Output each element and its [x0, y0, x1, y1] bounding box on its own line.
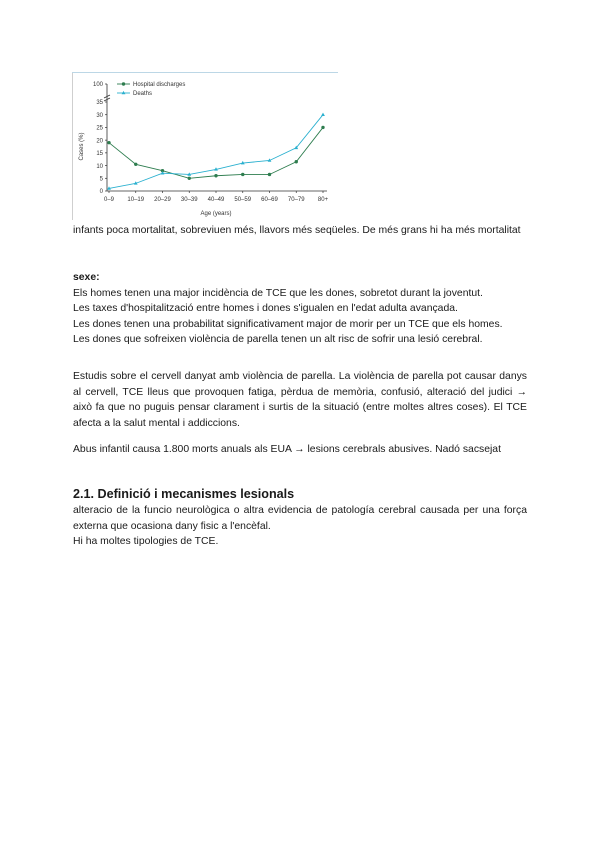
y-tick-label: 25	[96, 125, 103, 132]
section-heading: 2.1. Definició i mecanismes lesionals	[73, 487, 295, 501]
age-cases-chart	[72, 72, 340, 220]
x-tick-label: 70–79	[287, 197, 305, 203]
sexe-line-1: Els homes tenen una major incidència de TCE que les dones, sobretot durant la joventut.	[73, 287, 483, 299]
x-tick-label: 0–9	[103, 197, 115, 203]
x-tick-label: 30–39	[180, 197, 198, 203]
x-tick-label: 20–29	[154, 197, 171, 203]
legend-label-2: Deaths	[133, 91, 153, 97]
data-point-1	[107, 141, 110, 144]
legend-label-1: Hospital discharges	[133, 82, 186, 88]
y-tick-label: 5	[99, 176, 103, 183]
sexe-line-4: Les dones que sofreixen violència de parella tenen un alt risc de sofrir una lesió cerebral.	[73, 334, 483, 346]
estudis-paragraph	[73, 369, 527, 431]
data-point-1	[268, 173, 271, 176]
y-tick-label: 0	[99, 189, 103, 196]
abus-text: Abus infantil causa 1.800 morts anuals als EUA → lesions cerebrals abusives. Nadó sacsejat	[73, 444, 501, 455]
data-point-1	[188, 177, 191, 180]
intro-text: infants poca mortalitat, sobreviuen més, llavors més seqüeles. De més grans hi ha més mortalitat	[73, 225, 521, 236]
data-point-1	[295, 160, 298, 163]
x-tick-label: 10–19	[127, 197, 145, 203]
x-axis-label: Age (years)	[200, 211, 232, 217]
legend-marker-1	[122, 82, 125, 85]
y-tick-label: 30	[96, 112, 103, 119]
estudis-text: Estudis sobre el cervell danyat amb violència de parella. La violència de parella pot causar danys al cervell, TCE lleus que provoquen fatiga, pèrdua de memòria, confusió, alteració del judici → això fa que no puguis pensar clarament i surtis de la situació (entre moltes altres coses). El TCE afecta a la salut mental i addiccions.	[73, 371, 527, 429]
x-tick-label: 50–59	[234, 197, 252, 203]
data-point-1	[134, 163, 137, 166]
x-tick-label: 60–69	[261, 197, 278, 203]
sexe-section	[73, 270, 527, 348]
y-tick-label: 20	[96, 138, 103, 145]
abus-paragraph	[73, 442, 527, 458]
y-tick-label: 100	[92, 82, 103, 89]
y-tick-label: 35	[96, 100, 103, 107]
section-2-1	[73, 486, 527, 550]
data-point-2	[321, 113, 325, 116]
y-axis-label: Cases (%)	[79, 132, 85, 161]
definicio-text: alteracio de la funcio neurològica o altra evidencia de patología cerebral causada per una força externa que ocasiona dany fisic a l'encèfal.	[73, 505, 527, 532]
sexe-line-2: Les taxes d'hospitalització entre homes i dones s'igualen en l'edat adulta avançada.	[73, 303, 458, 315]
sexe-line-3: Les dones tenen una probabilitat significativament major de morir per un TCE que els homes.	[73, 318, 503, 330]
x-tick-label: 80+	[317, 197, 329, 203]
y-tick-label: 15	[96, 151, 103, 158]
sexe-heading: sexe:	[73, 272, 100, 283]
x-tick-label: 40–49	[207, 197, 225, 203]
data-point-1	[321, 126, 324, 129]
y-tick-label: 10	[96, 163, 103, 170]
chart-svg	[72, 72, 340, 220]
tipologies-text: Hi ha moltes tipologies de TCE.	[73, 536, 219, 548]
data-point-1	[214, 174, 217, 177]
data-point-1	[241, 173, 244, 176]
intro-paragraph	[73, 223, 527, 239]
